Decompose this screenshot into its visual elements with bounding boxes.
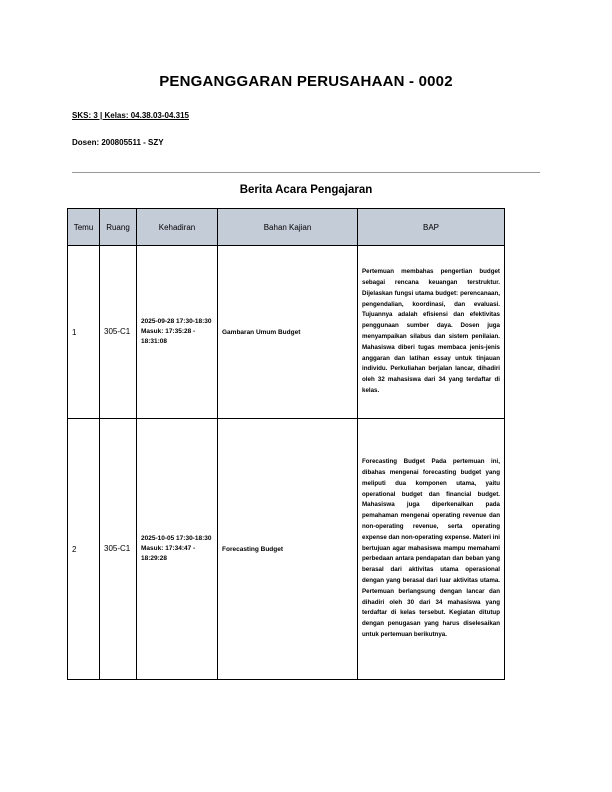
document-title: PENGANGGARAN PERUSAHAAN - 0002 (159, 73, 453, 90)
cell-bahan-kajian: Forecasting Budget (218, 419, 358, 680)
header-bahan-kajian: Bahan Kajian (218, 209, 358, 246)
bap-table (67, 208, 505, 680)
table-row (68, 246, 505, 419)
header-ruang: Ruang (100, 209, 137, 246)
header-kehadiran: Kehadiran (137, 209, 218, 246)
header-bap: BAP (358, 209, 505, 246)
dosen-info: Dosen: 200805511 - SZY (72, 138, 164, 147)
cell-bahan-kajian: Gambaran Umum Budget (218, 246, 358, 419)
cell-kehadiran: 2025-09-28 17:30-18:30 Masuk: 17:35:28 - 18:31:08 (137, 246, 218, 419)
cell-temu: 1 (68, 246, 100, 419)
cell-ruang: 305-C1 (100, 246, 137, 419)
table-row (68, 419, 505, 680)
table-header-row (68, 209, 505, 246)
cell-temu: 2 (68, 419, 100, 680)
cell-ruang: 305-C1 (100, 419, 137, 680)
cell-bap: Forecasting Budget Pada pertemuan ini, dibahas mengenai forecasting budget yang meliputi dua komponen utama, yaitu operational budget dan financial budget. Mahasiswa juga diperkenalkan pada pemahaman mengenai operating revenue dan non-operating revenue, serta operating expense dan non-operating expense. Materi ini bertujuan agar mahasiswa mampu memahami perbedaan antara pendapatan dan beban yang berasal dari aktivitas utama operasional dengan yang berasal dari luar aktivitas utama. Pertemuan berlangsung dengan lancar dan dihadiri oleh 30 dari 34 mahasiswa yang terdaftar di kelas tersebut. Kegiatan ditutup dengan penugasan yang harus diselesaikan untuk pertemuan berikutnya. (358, 419, 505, 680)
divider-rule (72, 172, 540, 173)
cell-bap: Pertemuan membahas pengertian budget sebagai rencana keuangan terstruktur. Dijelaskan fungsi utama budget: perencanaan, pengendalian, koordinasi, dan evaluasi. Tujuannya adalah efisiensi dan efektivitas penggunaan sumber daya. Dosen juga menyampaikan silabus dan sistem penilaian. Mahasiswa diberi tugas membaca jenis-jenis anggaran dan latihan essay untuk tinjauan individu. Perkuliahan berjalan lancar, dihadiri oleh 32 mahasiswa dari 34 yang terdaftar di kelas. (358, 246, 505, 419)
sks-kelas-info: SKS: 3 | Kelas: 04.38.03-04.315 (72, 111, 189, 120)
header-temu: Temu (68, 209, 100, 246)
cell-kehadiran: 2025-10-05 17:30-18:30 Masuk: 17:34:47 - 18:29:28 (137, 419, 218, 680)
section-subtitle: Berita Acara Pengajaran (239, 184, 373, 196)
